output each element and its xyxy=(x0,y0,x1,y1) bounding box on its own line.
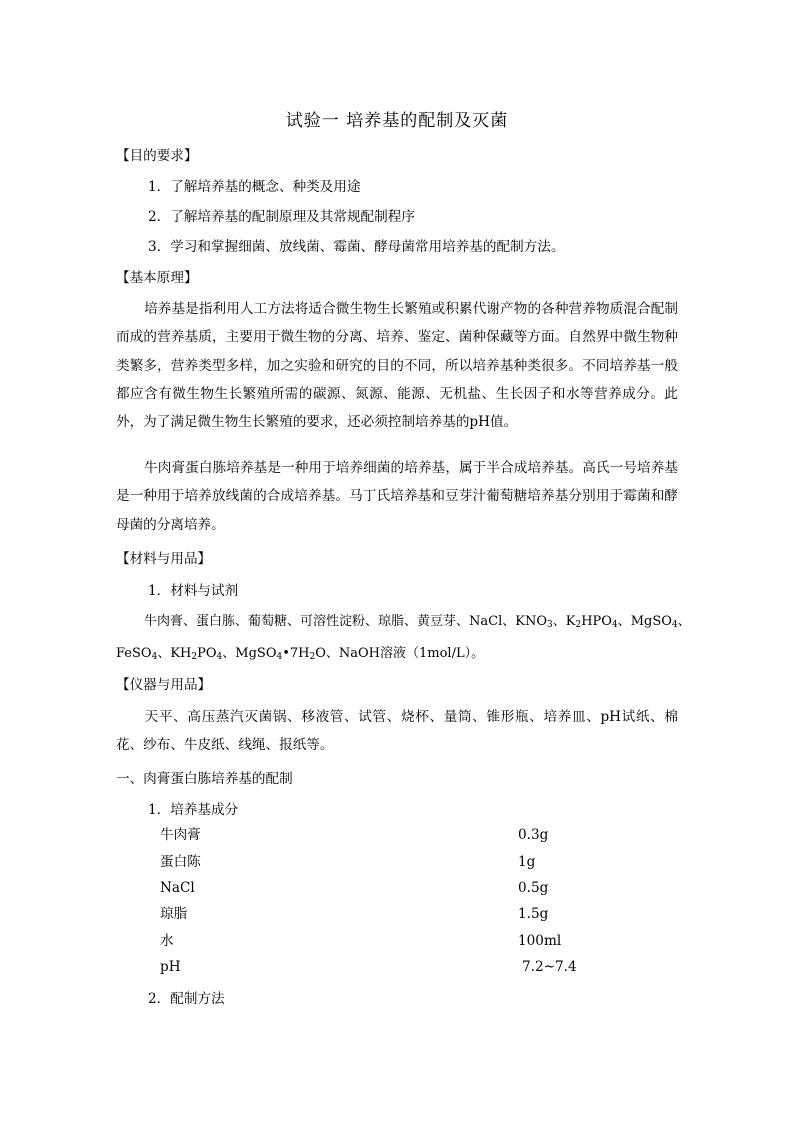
subscript: 2 xyxy=(309,652,316,662)
instruments-paragraph xyxy=(116,703,678,760)
principle-paragraph-1-text: 培养基是指利用人工方法将适合微生物生长繁殖或积累代谢产物的各种营养物质混合配制而成的营养基质，主要用于微生物的分离、培养、鉴定、菌种保藏等方面。自然界中微生物种类繁多，营养类型多样，加之实验和研究的目的不同，所以培养基种类很多。不同培养基一般都应含有微生物生长繁殖所需的碳源、氮源、能源、无机盐、生长因子和水等营养成分。此外，为了满足微生物生长繁殖的要求，还必须控制培养基的pH值。 xyxy=(116,301,678,431)
kh2po4-formula-part: PO xyxy=(197,646,217,661)
component-value: 100ml xyxy=(518,933,562,949)
subscript: 4 xyxy=(216,652,223,662)
composition-title: 1．培养基成分 xyxy=(148,802,239,818)
principle-paragraph-1 xyxy=(116,295,678,436)
feso4-formula: FeSO xyxy=(116,646,152,661)
component-value: 7.2~7.4 xyxy=(522,959,577,975)
component-name: 琼脂 xyxy=(160,906,188,922)
subscript: 2 xyxy=(191,652,198,662)
kh2po4-formula: KH xyxy=(170,646,192,661)
hydrate-part: •7H xyxy=(282,646,310,661)
separator: 、 xyxy=(677,614,691,629)
component-name: 牛肉膏 xyxy=(160,827,201,843)
section-heading-materials: 【材料与用品】 xyxy=(116,551,212,567)
principle-paragraph-2 xyxy=(116,454,678,539)
materials-list-line-2 xyxy=(116,645,484,663)
instruments-paragraph-text: 天平、高压蒸汽灭菌锅、移液管、试管、烧杯、量筒、锥形瓶、培养皿、pH试纸、棉花、纱布、牛皮纸、线绳、报纸等。 xyxy=(116,709,678,754)
purpose-item-1: 1．了解培养基的概念、种类及用途 xyxy=(148,179,361,195)
section-heading-medium: 一、肉膏蛋白胨培养基的配制 xyxy=(116,771,293,787)
component-value: 1g xyxy=(518,854,536,870)
mgso4-hydrate-formula: MgSO xyxy=(235,646,277,661)
component-name: NaCl xyxy=(160,880,195,896)
component-value: 0.5g xyxy=(518,880,549,896)
document-title: 试验一 培养基的配制及灭菌 xyxy=(285,111,509,131)
mgso4-formula: MgSO xyxy=(630,614,672,629)
subscript: 3 xyxy=(546,620,553,630)
component-name: 水 xyxy=(160,933,174,949)
component-name: 蛋白陈 xyxy=(160,854,201,870)
component-value: 1.5g xyxy=(518,906,549,922)
principle-paragraph-2-text: 牛肉膏蛋白胨培养基是一种用于培养细菌的培养基，属于半合成培养基。高氏一号培养基是一种用于培养放线菌的合成培养基。马丁氏培养基和豆芽汁葡萄糖培养基分别用于霉菌和酵母菌的分离培养。 xyxy=(116,460,678,533)
separator: 、 xyxy=(222,646,236,661)
separator: 、 xyxy=(552,614,566,629)
subscript: 4 xyxy=(151,652,158,662)
component-name: pH xyxy=(160,959,181,975)
subscript: 2 xyxy=(575,620,582,630)
subscript: 4 xyxy=(671,620,678,630)
materials-list-line-1 xyxy=(144,613,691,631)
subscript: 4 xyxy=(611,620,618,630)
purpose-item-2: 2．了解培养基的配制原理及其常规配制程序 xyxy=(148,209,415,225)
purpose-item-3: 3．学习和掌握细菌、放线菌、霉菌、酵母菌常用培养基的配制方法。 xyxy=(148,239,565,255)
section-heading-instruments: 【仪器与用品】 xyxy=(116,677,212,693)
kno3-formula: KNO xyxy=(515,614,547,629)
materials-list-end: O、NaOH溶液（1mol/L）。 xyxy=(315,646,485,661)
separator: 、 xyxy=(157,646,171,661)
k2hpo4-formula-part: HPO xyxy=(581,614,612,629)
section-heading-purpose: 【目的要求】 xyxy=(116,148,198,164)
method-title: 2．配制方法 xyxy=(148,991,225,1007)
subscript: 4 xyxy=(276,652,283,662)
materials-subheading: 1．材料与试剂 xyxy=(148,583,239,599)
materials-list-text: 牛肉膏、蛋白胨、葡萄糖、可溶性淀粉、琼脂、黄豆芽、NaCl、 xyxy=(144,614,516,629)
separator: 、 xyxy=(617,614,631,629)
k2hpo4-formula: K xyxy=(565,614,576,629)
section-heading-principle: 【基本原理】 xyxy=(116,270,198,286)
component-value: 0.3g xyxy=(518,827,549,843)
